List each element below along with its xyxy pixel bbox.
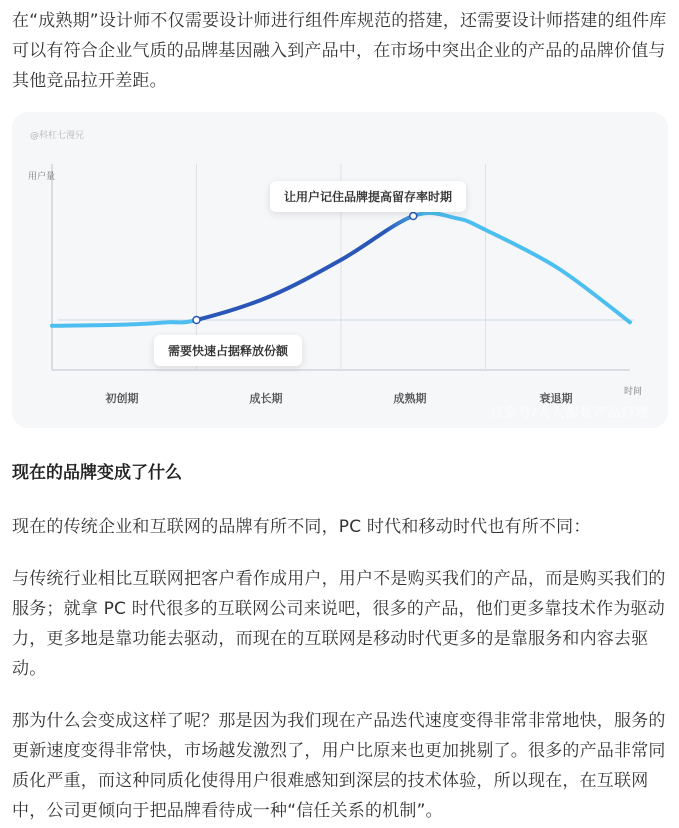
y-axis-label: 用户量	[28, 172, 56, 182]
callout-market-share: 需要快速占据释放份额	[154, 335, 302, 366]
lifecycle-figure	[12, 112, 668, 428]
paragraph-1: 现在的传统企业和互联网的品牌有所不同，PC 时代和移动时代也有所不同：	[12, 517, 591, 537]
x-axis-label: 时间	[624, 387, 643, 397]
curve-marker-1	[193, 317, 200, 324]
x-tick-growth: 成长期	[249, 392, 283, 405]
watermark: 百家号/人人都是产品经理	[490, 406, 650, 421]
callout-retention: 让用户记住品牌提高留存率时期	[270, 181, 466, 212]
x-tick-mature: 成熟期	[393, 392, 427, 405]
paragraph-2: 与传统行业相比互联网把客户看作成用户，用户不是购买我们的产品，而是购买我们的服务；就拿 PC 时代很多的互联网公司来说吧，很多的产品，他们更多靠技术作为驱动力，更多地是靠功能去驱动，而现在的互联网是移动时代更多的是靠服务和内容去驱动。	[12, 569, 666, 679]
paragraph-3: 那为什么会变成这样了呢？那是因为我们现在产品迭代速度变得非常非常地快，服务的更新速度变得非常快，市场越发激烈了，用户比原来也更加挑剔了。很多的产品非常同质化严重，而这种同质化使得用户很难感知到深层的技术体验，所以现在，在互联网中，公司更倾向于把品牌看待成一种“信任关系的机制”。	[12, 711, 666, 821]
figure-credit: @科杠七漫兄	[30, 131, 85, 141]
lifecycle-chart	[12, 112, 668, 428]
intro-paragraph: 在“成熟期”设计师不仅需要设计师进行组件库规范的搭建，还需要设计师搭建的组件库可以有符合企业气质的品牌基因融入到产品中，在市场中突出企业的产品的品牌价值与其他竞品拉开差距。	[12, 11, 667, 91]
section-heading: 现在的品牌变成了什么	[12, 463, 182, 483]
curve-marker-2	[410, 213, 417, 220]
x-tick-decline: 衰退期	[539, 392, 573, 405]
x-tick-startup: 初创期	[105, 392, 139, 405]
